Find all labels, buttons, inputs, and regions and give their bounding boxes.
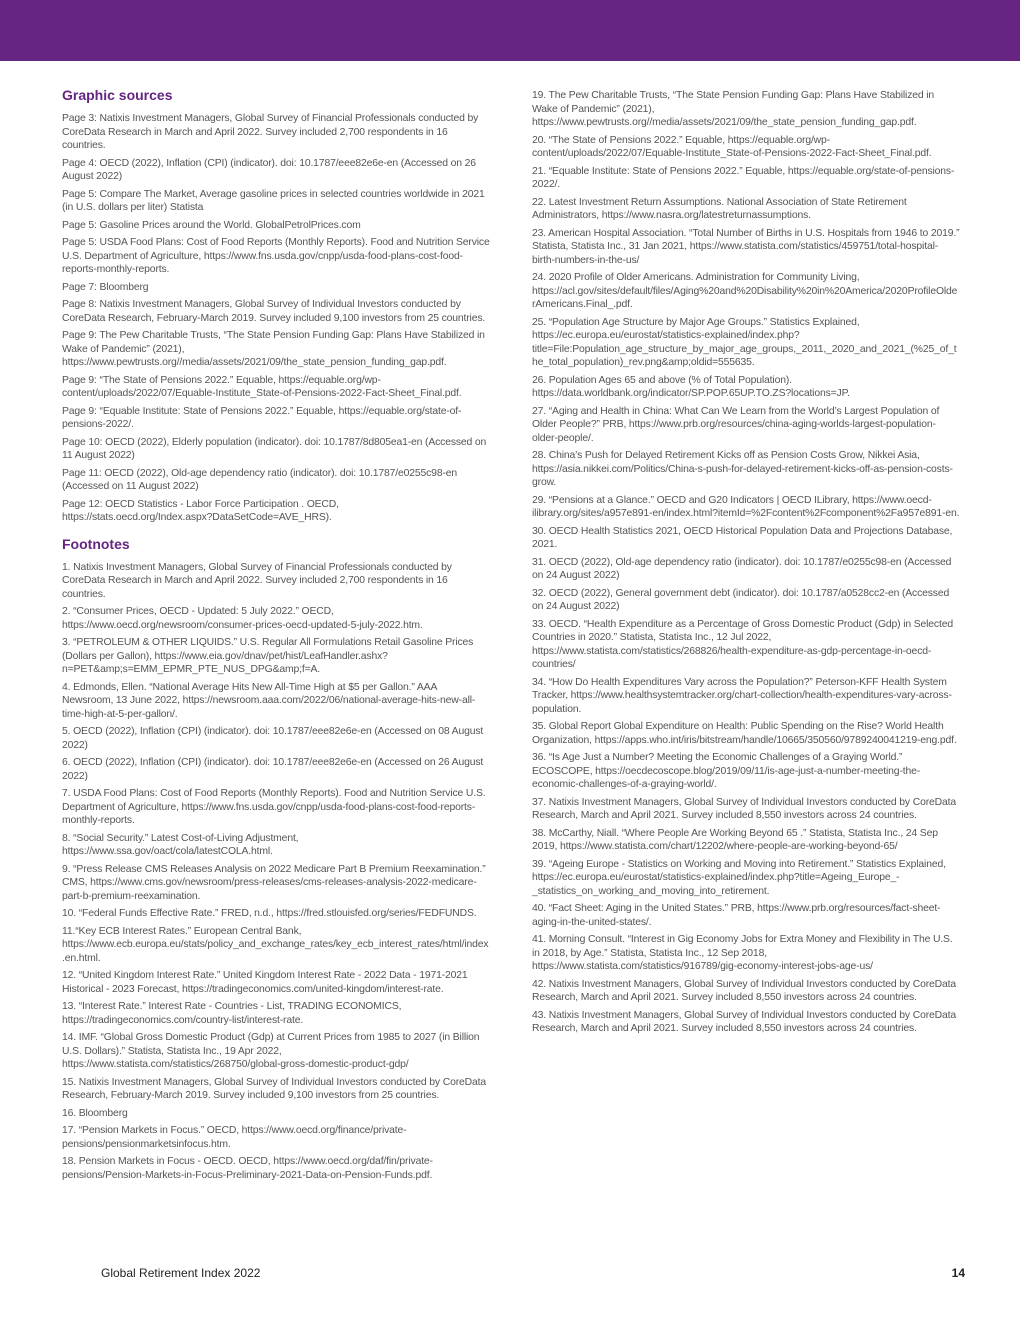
footnote-entry: 7. USDA Food Plans: Cost of Food Reports (Monthly Reports). Food and Nutrition Service U.S. Department of Agriculture, https://www.fns.usda.gov/cnpp/usda-food-plans-cost-food-reports-monthly-reports.: [62, 788, 486, 826]
graphic-sources-list: [62, 112, 490, 525]
graphic-source-entry: Page 9: “Equable Institute: State of Pensions 2022.” Equable, https://equable.org/state-of-pensions-2022/.: [62, 405, 462, 430]
footnote-entry: 32. OECD (2022), General government debt (indicator). doi: 10.1787/a0528cc2-en (Accessed on 24 August 2022): [532, 587, 950, 612]
footer-publication-title: Global Retirement Index 2022: [101, 1266, 261, 1280]
footnote-entry: 26. Population Ages 65 and above (% of Total Population). https://data.worldbank.org/indicator/SP.POP.65UP.TO.ZS?locations=JP.: [532, 374, 850, 399]
footnote-entry: 1. Natixis Investment Managers, Global Survey of Financial Professionals conducted by CoreData Research in March and April 2022. Survey included 2,700 respondents in 16 countries.: [62, 561, 452, 600]
graphic-source-entry: Page 5: USDA Food Plans: Cost of Food Reports (Monthly Reports). Food and Nutrition Service U.S. Department of Agriculture, https://www.fns.usda.gov/cnpp/usda-food-plans-cost-food-reports-monthly-reports.: [62, 237, 490, 275]
graphic-source-entry: Page 3: Natixis Investment Managers, Global Survey of Financial Professionals conducted by CoreData Research in March and April 2022. Survey included 2,700 respondents in 16 countries.: [62, 113, 479, 151]
footnote-entry: 39. “Ageing Europe - Statistics on Working and Moving into Retirement.” Statistics Explained, https://ec.europa.eu/eurostat/statistics-explained/index.php?title=Ageing_Europe_-_statistics_on_working_and_moving_into_retirement.: [532, 858, 946, 897]
graphic-sources-heading: Graphic sources: [62, 87, 173, 103]
footnote-entry: 35. Global Report Global Expenditure on Health: Public Spending on the Rise? World Health Organization, https://apps.who.int/iris/bitstream/handle/10665/350560/9789240041219-eng.pdf.: [532, 721, 957, 746]
footnote-entry: 28. China’s Push for Delayed Retirement Kicks off as Pension Costs Grow, Nikkei Asia, https://asia.nikkei.com/Politics/China-s-push-for-delayed-retirement-kicks-off-as-pension-costs-grow.: [532, 450, 953, 488]
footnote-entry: 40. “Fact Sheet: Aging in the United States.” PRB, https://www.prb.org/resources/fact-sheet-aging-in-the-united-states/.: [532, 903, 941, 928]
graphic-source-entry: Page 9: “The State of Pensions 2022.” Equable, https://equable.org/wp-content/uploads/2022/07/Equable-Institute_State-of-Pensions-2022-Fact-Sheet_Final.pdf.: [62, 374, 462, 399]
left-column: [62, 86, 490, 1186]
footnote-entry: 12. “United Kingdom Interest Rate.” United Kingdom Interest Rate - 2022 Data - 1971-2021 Historical - 2023 Forecast, https://tradingeconomics.com/united-kingdom/interest-rate.: [62, 970, 468, 995]
graphic-source-entry: Page 5: Compare The Market, Average gasoline prices in selected countries worldwide in 2021 (in U.S. dollars per liter) Statista: [62, 188, 485, 213]
footnote-entry: 37. Natixis Investment Managers, Global Survey of Individual Investors conducted by CoreData Research, March and April 2021. Survey included 8,550 investors across 24 countries.: [532, 796, 956, 821]
graphic-source-entry: Page 9: The Pew Charitable Trusts, “The State Pension Funding Gap: Plans Have Stabilized in Wake of Pandemic” (2021), https://www.pewtrusts.org//media/assets/2021/09/the_state_pension_funding_gap.pdf.: [62, 330, 485, 368]
footnote-entry: 33. OECD. “Health Expenditure as a Percentage of Gross Domestic Product (Gdp) in Selected Countries in 2020.” Statista, Statista Inc., 12 Jul 2022, https://www.statista.com/statistics/268826/health-expenditure-as-gdp-percentage-in-oecd-countries/: [532, 618, 953, 670]
page-number: 14: [951, 1266, 965, 1280]
footnote-entry: 22. Latest Investment Return Assumptions. National Association of State Retirement Administrators, https://www.nasra.org/latestreturnassumptions.: [532, 196, 907, 221]
graphic-source-entry: Page 5: Gasoline Prices around the World. GlobalPetrolPrices.com: [62, 219, 361, 231]
footnote-entry: 34. “How Do Health Expenditures Vary across the Population?” Peterson-KFF Health System Tracker, https://www.healthsystemtracker.org/chart-collection/health-expenditures-vary-across-population.: [532, 676, 952, 715]
graphic-source-entry: Page 7: Bloomberg: [62, 281, 149, 293]
right-column: [532, 89, 960, 1040]
footnote-entry: 36. “Is Age Just a Number? Meeting the Economic Challenges of a Graying World.” ECOSCOPE, https://oecdecoscope.blog/2019/09/11/is-age-just-a-number-meeting-the-economic-challenges-of-a-graying-world/.: [532, 752, 921, 790]
footnote-entry: 10. “Federal Funds Effective Rate.” FRED, n.d., https://fred.stlouisfed.org/series/FEDFUNDS.: [62, 908, 477, 919]
footnote-entry: 19. The Pew Charitable Trusts, “The State Pension Funding Gap: Plans Have Stabilized in Wake of Pandemic” (2021), https://www.pewtrusts.org//media/assets/2021/09/the_state_pension_funding_gap.pdf.: [532, 90, 935, 128]
footnote-entry: 20. “The State of Pensions 2022.” Equable, https://equable.org/wp-content/uploads/2022/07/Equable-Institute_State-of-Pensions-2022-Fact-Sheet_Final.pdf.: [532, 134, 932, 159]
footnote-entry: 2. “Consumer Prices, OECD - Updated: 5 July 2022.” OECD, https://www.oecd.org/newsroom/consumer-prices-oecd-updated-5-july-2022.htm.: [62, 606, 423, 631]
footnote-entry: 6. OECD (2022), Inflation (CPI) (indicator). doi: 10.1787/eee82e6e-en (Accessed on 26 August 2022): [62, 757, 484, 782]
footnote-entry: 24. 2020 Profile of Older Americans. Administration for Community Living, https://acl.gov/sites/default/files/Aging%20and%20Disability%20in%20America/2020ProfileOlderAmericans.Final_.pdf.: [532, 272, 958, 310]
footnote-entry: 13. “Interest Rate.” Interest Rate - Countries - List, TRADING ECONOMICS, https://tradingeconomics.com/country-list/interest-rate.: [62, 1001, 402, 1026]
footnote-entry: 25. “Population Age Structure by Major Age Groups.” Statistics Explained, https://ec.europa.eu/eurostat/statistics-explained/index.php?title=File:Population_age_structure_by_major_age_groups,_2011,_2020_and_2021_(%25_of_the_total_population)_rev.png&amp;oldid=555635.: [532, 316, 957, 368]
footnote-entry: 17. “Pension Markets in Focus.” OECD, https://www.oecd.org/finance/private-pensions/pensionmarketsinfocus.htm.: [62, 1125, 407, 1150]
footnote-entry: 15. Natixis Investment Managers, Global Survey of Individual Investors conducted by CoreData Research, February-March 2019. Survey included 9,100 investors from 25 countries.: [62, 1076, 486, 1101]
footnote-entry: 31. OECD (2022), Old-age dependency ratio (indicator). doi: 10.1787/e0255c98-en (Accessed on 24 August 2022): [532, 556, 952, 581]
footnote-entry: 43. Natixis Investment Managers, Global Survey of Individual Investors conducted by CoreData Research, March and April 2021. Survey included 8,550 investors across 24 countries.: [532, 1009, 956, 1034]
graphic-source-entry: Page 4: OECD (2022), Inflation (CPI) (indicator). doi: 10.1787/eee82e6e-en (Accessed on 26 August 2022): [62, 157, 476, 182]
graphic-source-entry: Page 8: Natixis Investment Managers, Global Survey of Individual Investors conducted by CoreData Research, February-March 2019. Survey included 9,100 investors from 25 countries.: [62, 299, 486, 324]
footnote-entry: 23. American Hospital Association. “Total Number of Births in U.S. Hospitals from 1946 to 2019.” Statista, Statista Inc., 31 Jan 2021, https://www.statista.com/statistics/459751/total-hospital-birth-numbers-in-the-us/: [532, 227, 960, 266]
footnote-entry: 4. Edmonds, Ellen. “National Average Hits New All-Time High at $5 per Gallon.” AAA Newsroom, 13 June 2022, https://newsroom.aaa.com/2022/06/national-average-hits-new-all-time-high-at-5-per-gallon/.: [62, 681, 476, 720]
footnote-entry: 30. OECD Health Statistics 2021, OECD Historical Population Data and Projections Database, 2021.: [532, 525, 953, 550]
footnote-entry: 42. Natixis Investment Managers, Global Survey of Individual Investors conducted by CoreData Research, March and April 2021. Survey included 8,550 investors across 24 countries.: [532, 978, 956, 1003]
header-band: [0, 0, 1020, 61]
footnote-entry: 38. McCarthy, Niall. “Where People Are Working Beyond 65 .” Statista, Statista Inc., 24 Sep 2019, https://www.statista.com/chart/12202/where-people-are-working-beyond-65/: [532, 827, 938, 852]
graphic-source-entry: Page 11: OECD (2022), Old-age dependency ratio (indicator). doi: 10.1787/e0255c98-en (Accessed on 11 August 2022): [62, 467, 458, 492]
footnote-entry: 3. “PETROLEUM & OTHER LIQUIDS.” U.S. Regular All Formulations Retail Gasoline Prices (Dollars per Gallon), https://www.eia.gov/dnav/pet/hist/LeafHandler.ashx?n=PET&amp;s=EMM_EPMR_PTE_NUS_DPG&amp;f=A.: [62, 637, 474, 675]
footnote-entry: 18. Pension Markets in Focus - OECD. OECD, https://www.oecd.org/daf/fin/private-pensions/Pension-Markets-in-Focus-Preliminary-2021-Data-on-Pension-Funds.pdf.: [62, 1156, 433, 1181]
footnote-entry: 29. “Pensions at a Glance.” OECD and G20 Indicators | OECD ILibrary, https://www.oecd-ilibrary.org/sites/a957e891-en/index.html?itemId=%2Fcontent%2Fcomponent%2Fa957e891-en.: [532, 494, 960, 519]
footnote-entry: 11.“Key ECB Interest Rates.” European Central Bank, https://www.ecb.europa.eu/stats/policy_and_exchange_rates/key_ecb_interest_rates/html/index.en.html.: [62, 925, 489, 964]
graphic-source-entry: Page 10: OECD (2022), Elderly population (indicator). doi: 10.1787/8d805ea1-en (Accessed on 11 August 2022): [62, 436, 487, 461]
graphic-source-entry: Page 12: OECD Statistics - Labor Force Participation . OECD, https://stats.oecd.org/Index.aspx?DataSetCode=AVE_HRS).: [62, 498, 339, 523]
footnote-entry: 16. Bloomberg: [62, 1107, 128, 1119]
footnote-entry: 41. Morning Consult. “Interest in Gig Economy Jobs for Extra Money and Flexibility in The U.S. in 2018, by Age.” Statista, Statista Inc., 12 Sep 2018, https://www.statista.com/statistics/916789/gig-economy-interest-jobs-age-us/: [532, 934, 953, 972]
footnotes-list-left: [62, 561, 490, 1183]
footnotes-list-right: [532, 89, 960, 1036]
footnote-entry: 14. IMF. “Global Gross Domestic Product (Gdp) at Current Prices from 1985 to 2027 (in Billion U.S. Dollars).” Statista, Statista Inc., 19 Apr 2022, https://www.statista.com/statistics/268750/global-gross-domestic-product-gdp/: [62, 1032, 480, 1070]
footnotes-heading: Footnotes: [62, 535, 130, 552]
footnote-entry: 21. “Equable Institute: State of Pensions 2022.” Equable, https://equable.org/state-of-pensions-2022/.: [532, 165, 955, 190]
footnote-entry: 5. OECD (2022), Inflation (CPI) (indicator). doi: 10.1787/eee82e6e-en (Accessed on 08 August 2022): [62, 726, 484, 751]
footnote-entry: 8. “Social Security.” Latest Cost-of-Living Adjustment, https://www.ssa.gov/oact/cola/latestCOLA.html.: [62, 832, 299, 857]
footnote-entry: 27. “Aging and Health in China: What Can We Learn from the World’s Largest Population of Older People?” PRB, https://www.prb.org/resources/china-aging-worlds-largest-population-older-people/.: [532, 405, 940, 444]
footnote-entry: 9. “Press Release CMS Releases Analysis on 2022 Medicare Part B Premium Reexamination.” CMS, https://www.cms.gov/newsroom/press-releases/cms-releases-analysis-2022-medicare-part-b-premium-reexamination.: [62, 863, 486, 902]
